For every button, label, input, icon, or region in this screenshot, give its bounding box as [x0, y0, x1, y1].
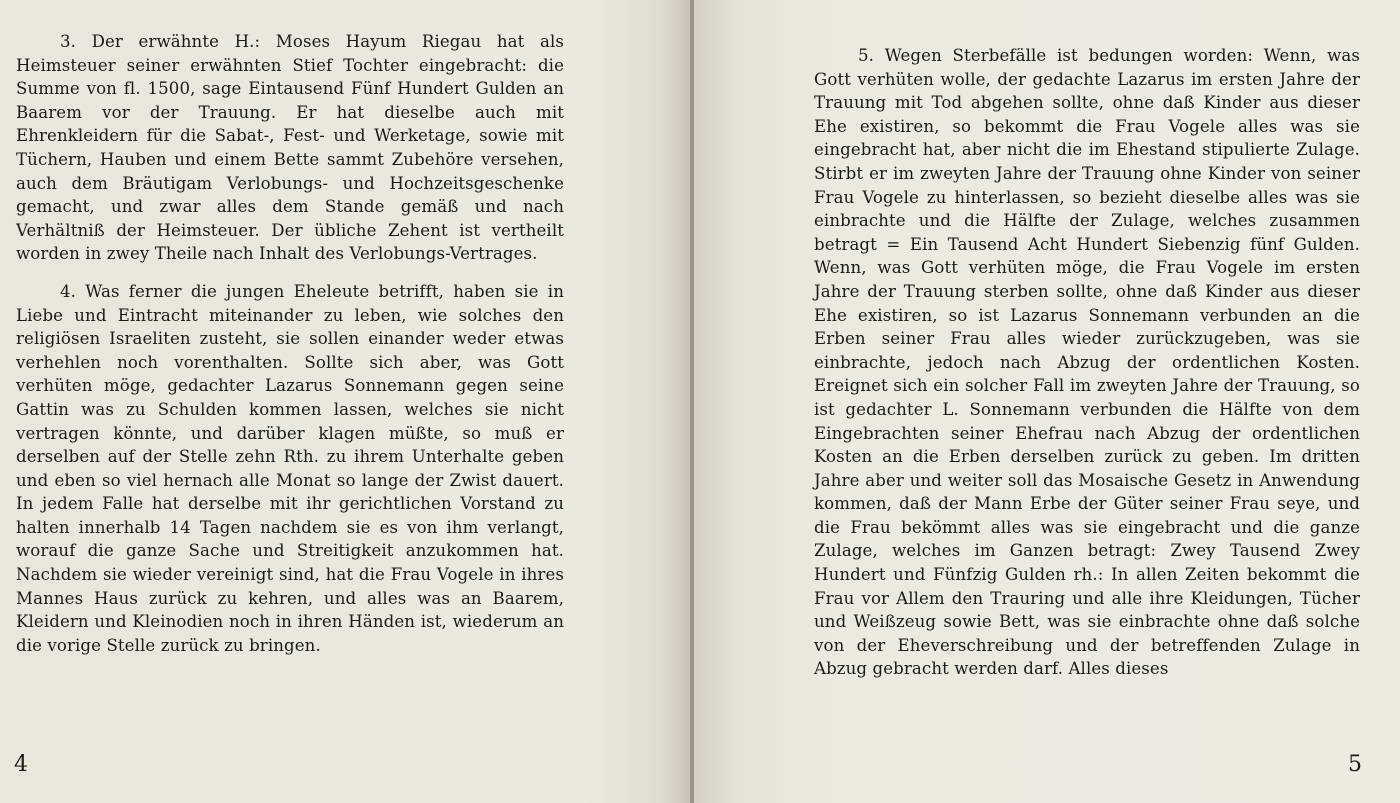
page-number-left: 4 — [14, 752, 28, 777]
left-page — [0, 0, 690, 803]
paragraph-5: 5. Wegen Sterbefälle ist bedungen worden: Wenn, was Gott verhüten wolle, der gedachte Lazarus im ersten Jahre der Trauung mit Tod abgehen sollte, ohne daß Kinder aus dieser Ehe existiren, so bekommt die Frau Vogele alles was sie eingebracht hat, aber nicht die im Ehestand stipulierte Zulage. Stirbt er im zweyten Jahre der Trauung ohne Kinder von seiner Frau Vogele zu hinterlassen, so bezieht dieselbe alles was sie einbrachte und die Hälfte der Zulage, welches zusammen betragt = Ein Tausend Acht Hundert Siebenzig fünf Gulden. Wenn, was Gott verhüten möge, die Frau Vogele im ersten Jahre der Trauung sterben sollte, ohne daß Kinder aus dieser Ehe existiren, so ist Lazarus Sonnemann verbunden an die Erben seiner Frau alles wieder zurückzugeben, was sie einbrachte, jedoch nach Abzug der ordentlichen Kosten. Ereignet sich ein solcher Fall im zweyten Jahre der Trauung, so ist gedachter L. Sonnemann verbunden die Hälfte von dem Eingebrachten seiner Ehefrau nach Abzug der ordentlichen Kosten an die Erben derselben zurück zu geben. Im dritten Jahre aber und weiter soll das Mosaische Gesetz in Anwendung kommen, daß der Mann Erbe der Güter seiner Frau seye, und die Frau bekömmt alles was sie eingebracht und die ganze Zulage, welches im Ganzen betragt: Zwey Tausend Zwey Hundert und Fünfzig Gulden rh.: In allen Zeiten bekommt die Frau vor Allem den Trauring und alle ihre Kleidungen, Tücher und Weißzeug sowie Bett, was sie einbrachte ohne daß solche von der Eheverschreibung und der betreffenden Zulage in Abzug gebracht werden darf. Alles dieses — [814, 46, 1360, 679]
right-page — [694, 0, 1400, 803]
page-number-right: 5 — [1348, 752, 1362, 777]
paragraph-3: 3. Der erwähnte H.: Moses Hayum Riegau hat als Heimsteuer seiner erwähnten Stief Tochter eingebracht: die Summe von fl. 1500, sage Eintausend Fünf Hundert Gulden an Baarem vor der Trauung. Er hat dieselbe auch mit Ehrenkleidern für die Sabat-, Fest- und Werketage, sowie mit Tüchern, Hauben und einem Bette sammt Zubehöre versehen, auch dem Bräutigam Verlobungs- und Hochzeitsgeschenke gemacht, und zwar alles dem Stande gemäß und nach Verhältniß der Heimsteuer. Der übliche Zehent ist vertheilt worden in zwey Theile nach Inhalt des Verlobungs-Vertrages. — [16, 32, 564, 264]
paragraph-4: 4. Was ferner die jungen Eheleute betrifft, haben sie in Liebe und Eintracht miteinander zu leben, wie solches den religiösen Israeliten zusteht, sie sollen einander weder etwas verhehlen noch vorenthalten. Sollte sich aber, was Gott verhüten möge, gedachter Lazarus Sonnemann gegen seine Gattin was zu Schulden kommen lassen, welches sie nicht vertragen könnte, und darüber klagen müßte, so muß er derselben auf der Stelle zehn Rth. zu ihrem Unterhalte geben und eben so viel hernach alle Monat so lange der Zwist dauert. In jedem Falle hat derselbe mit ihr gerichtlichen Vorstand zu halten innerhalb 14 Tagen nachdem sie es von ihm verlangt, worauf die ganze Sache und Streitigkeit anzukommen hat. Nachdem sie wieder vereinigt sind, hat die Frau Vogele in ihres Mannes Haus zurück zu kehren, und alles was an Baarem, Kleidern und Kleinodien noch in ihren Händen ist, wiederum an die vorige Stelle zurück zu bringen. — [16, 281, 564, 655]
